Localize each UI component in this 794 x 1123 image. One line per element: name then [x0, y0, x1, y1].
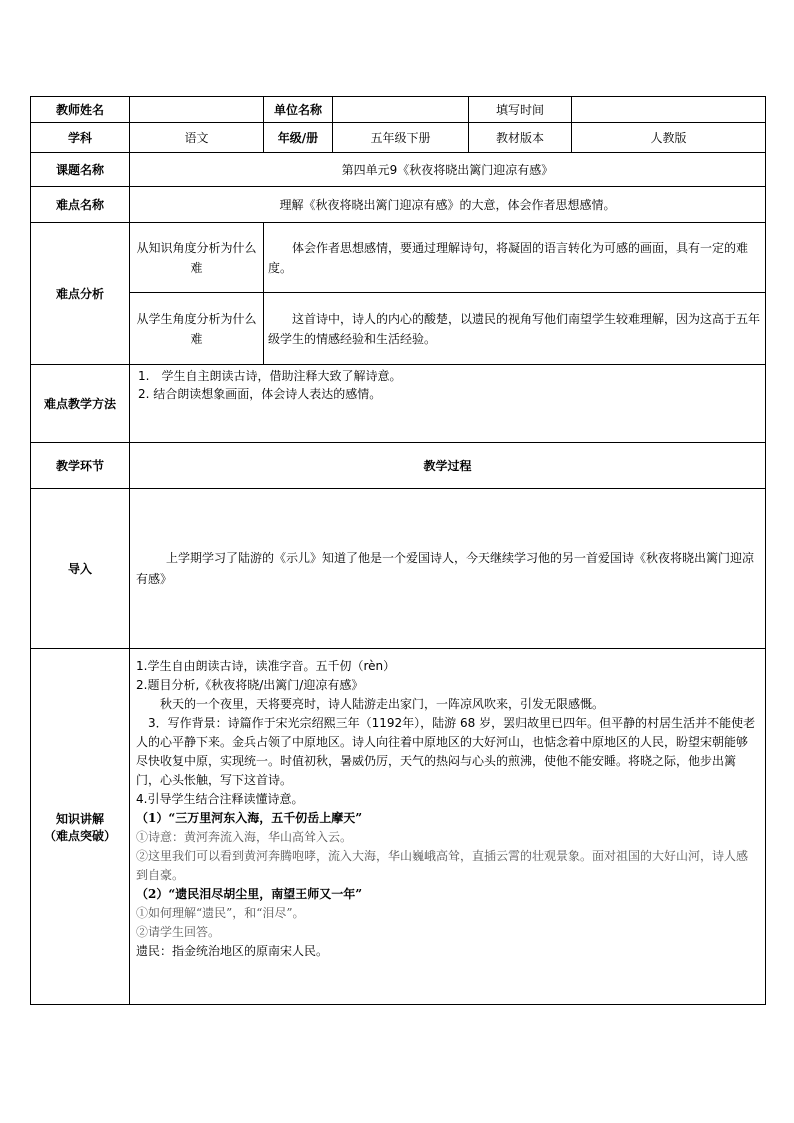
difficulty-name-value: 理解《秋夜将晓出篱门迎凉有感》的大意，体会作者思想感情。 [130, 187, 766, 223]
row-lesson [31, 153, 766, 187]
knowledge-line: 3．写作背景：诗篇作于宋光宗绍熙三年（1192年），陆游 68 岁，罢归故里已四年。但平静的村居生活并不能使老人的心平静下来。金兵占领了中原地区。诗人向往着中原地区的大好河山，也惦念着中原地区的人民，盼望宋朝能够尽快收复中原，实现统一。时值初秋，暑威仍厉，天气的热闷与心头的煎沸，使他不能安睡。将晓之际，他步出篱门，心头怅触，写下这首诗。 [136, 716, 756, 787]
knowledge-line: 4.引导学生结合注释读懂诗意。 [136, 792, 304, 806]
intro-cell [130, 489, 766, 649]
knowledge-line: ②这里我们可以看到黄河奔腾咆哮，流入大海，华山巍峨高耸，直插云霄的壮观景象。面对祖国的大好山河，诗人感到自豪。 [136, 849, 749, 882]
unit-name-label: 单位名称 [264, 97, 333, 123]
difficulty-name-label: 难点名称 [31, 187, 130, 223]
knowledge-line: 遗民：指金统治地区的原南宋人民。 [136, 944, 329, 958]
knowledge-line: （2）“遗民泪尽胡尘里，南望王师又一年” [136, 887, 363, 901]
row-methods [31, 365, 766, 443]
unit-name-value [333, 97, 469, 123]
knowledge-explain-label [31, 649, 130, 1005]
teaching-method-cell [130, 365, 766, 443]
subject-value: 语文 [130, 123, 264, 153]
row-subject [31, 123, 766, 153]
teaching-method-item: 2. 结合朗读想象画面，体会诗人表达的感情。 [138, 387, 382, 401]
knowledge-explain-label-line2: （难点突破） [43, 828, 116, 843]
student-angle-label: 从学生角度分析为什么难 [130, 293, 264, 365]
lesson-title-value: 第四单元9《秋夜将晓出篱门迎凉有感》 [130, 153, 766, 187]
intro-text: 上学期学习了陆游的《示儿》知道了他是一个爱国诗人，今天继续学习他的另一首爱国诗《秋夜将晓出篱门迎凉有感》 [136, 550, 755, 586]
fill-date-label: 填写时间 [469, 97, 572, 123]
teacher-name-value [130, 97, 264, 123]
row-process-header [31, 443, 766, 489]
edition-value: 人教版 [572, 123, 766, 153]
row-knowledge [31, 649, 766, 1005]
row-difficulty [31, 187, 766, 223]
knowledge-line: ①诗意：黄河奔流入海，华山高耸入云。 [136, 830, 353, 844]
subject-label: 学科 [31, 123, 130, 153]
knowledge-line: ①如何理解“遗民”，和“泪尽”。 [136, 906, 305, 920]
knowledge-explain-content [134, 649, 761, 963]
teacher-name-label: 教师姓名 [31, 97, 130, 123]
knowledge-line: 2.题目分析,《秋夜将晓/出篱门/迎凉有感》 [136, 678, 364, 692]
knowledge-line: 1.学生自由朗读古诗，读准字音。五千仞（rèn） [136, 659, 396, 673]
teaching-method-label: 难点教学方法 [31, 365, 130, 443]
fill-date-value [572, 97, 766, 123]
row-teacher [31, 97, 766, 123]
teaching-stage-header: 教学环节 [31, 443, 130, 489]
knowledge-explain-cell [130, 649, 766, 1005]
student-angle-text: 这首诗中，诗人的内心的酸楚，以遗民的视角写他们南望学生较难理解，因为这高于五年级学生的情感经验和生活经验。 [264, 293, 766, 365]
teaching-method-item: 1. 学生自主朗读古诗，借助注释大致了解诗意。 [138, 369, 402, 383]
knowledge-line: 秋天的一个夜里，天将要亮时，诗人陆游走出家门，一阵凉风吹来，引发无限感慨。 [160, 697, 605, 711]
edition-label: 教材版本 [469, 123, 572, 153]
teaching-method-list [134, 367, 761, 403]
lesson-title-label: 课题名称 [31, 153, 130, 187]
grade-value: 五年级下册 [333, 123, 469, 153]
knowledge-line: （1）“三万里河东入海，五千仞岳上摩天” [136, 811, 363, 825]
row-analysis-knowledge [31, 223, 766, 293]
difficulty-analysis-label: 难点分析 [31, 223, 130, 365]
teaching-process-header: 教学过程 [130, 443, 766, 489]
knowledge-line: ②请学生回答。 [136, 925, 221, 939]
grade-label: 年级/册 [264, 123, 333, 153]
knowledge-angle-label: 从知识角度分析为什么难 [130, 223, 264, 293]
row-analysis-student [31, 293, 766, 365]
knowledge-angle-text: 体会作者思想感情，要通过理解诗句，将凝固的语言转化为可感的画面，具有一定的难度。 [264, 223, 766, 293]
intro-label: 导入 [31, 489, 130, 649]
knowledge-explain-label-line1: 知识讲解 [55, 811, 104, 826]
lesson-plan-table [30, 96, 766, 1005]
row-intro [31, 489, 766, 649]
